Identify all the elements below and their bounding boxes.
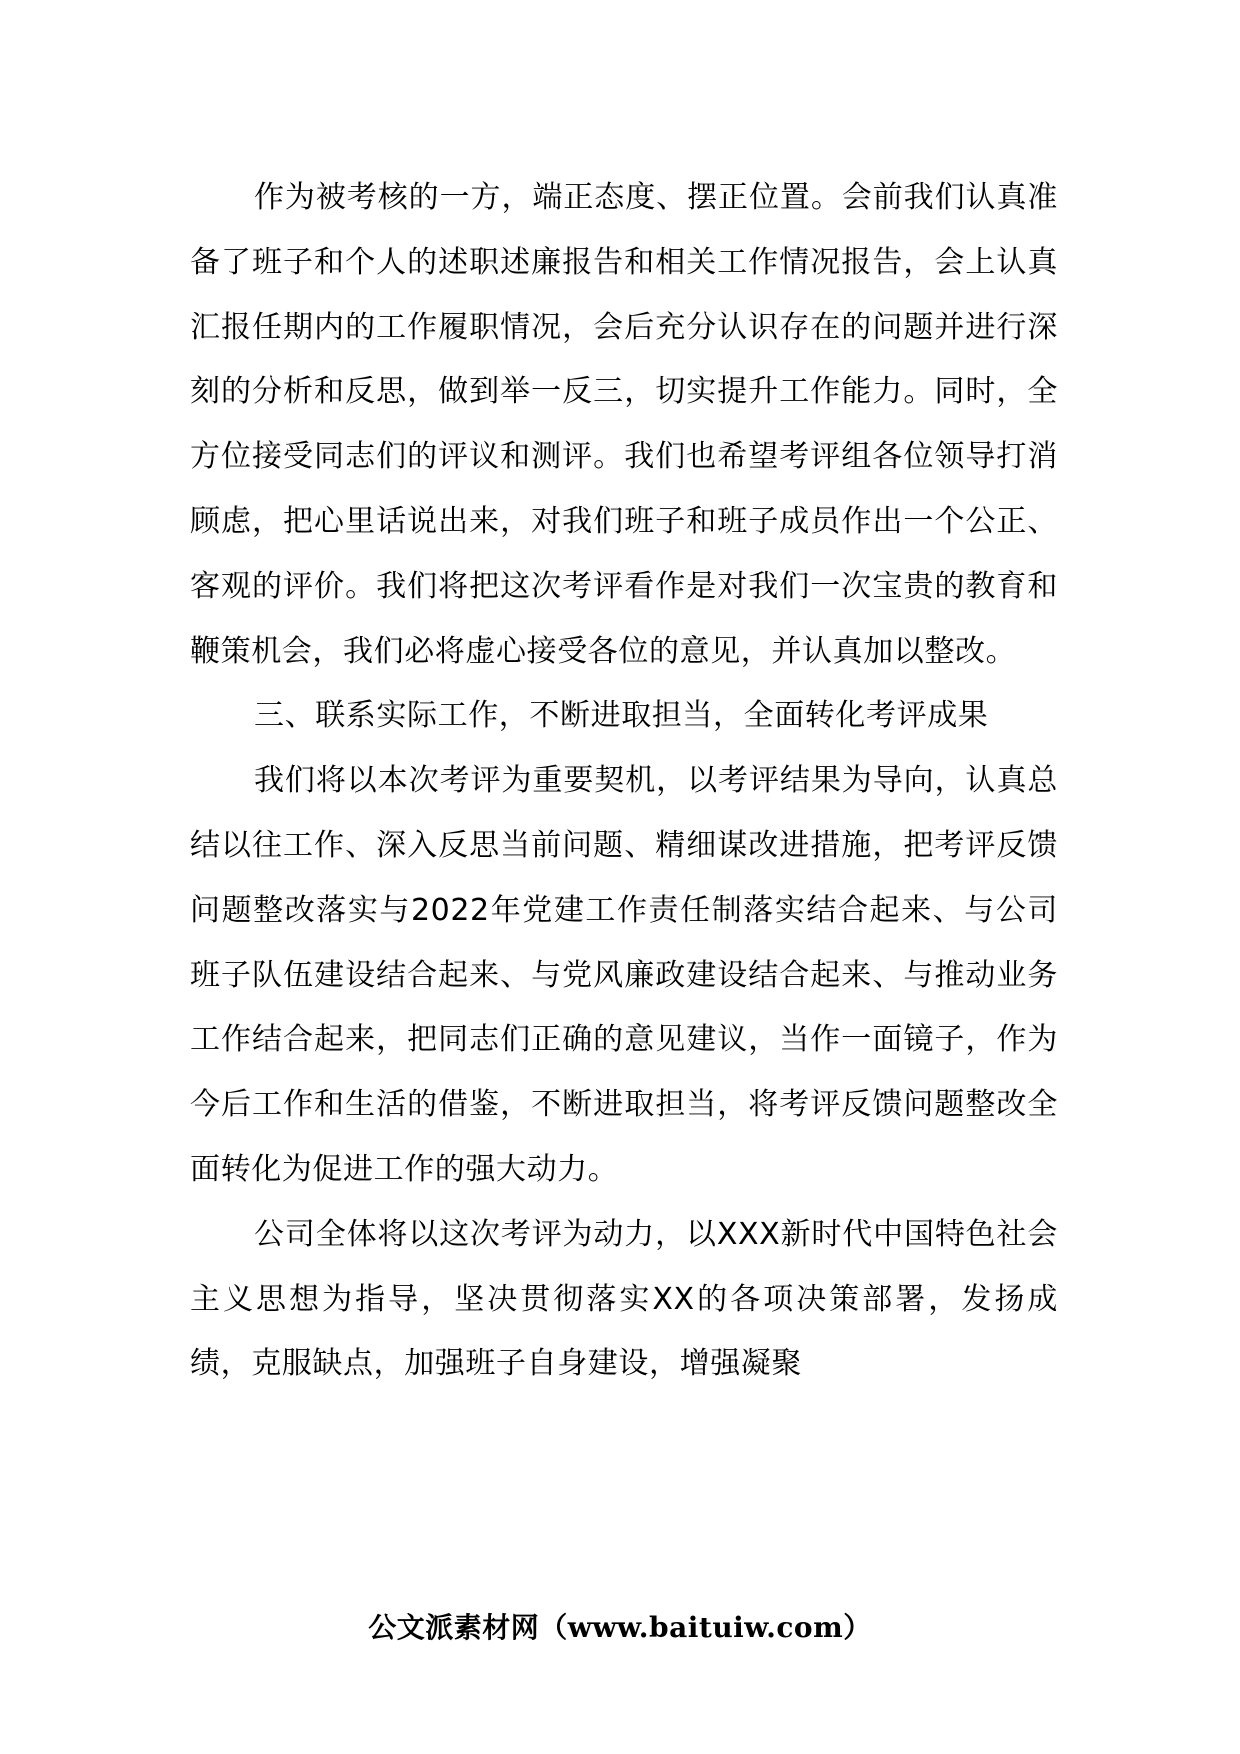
paragraph-conclusion: 公司全体将以这次考评为动力，以XXX新时代中国特色社会主义思想为指导，坚决贯彻落实XX的各项决策部署，发扬成绩，克服缺点，加强班子自身建设，增强凝聚 — [190, 1216, 1058, 1382]
paragraph-rectification: 我们将以本次考评为重要契机，以考评结果为导向，认真总结以往工作、深入反思当前问题、精细谋改进措施，把考评反馈问题整改落实与2022年党建工作责任制落实结合起来、与公司班子队伍建设结合起来、与党风廉政建设结合起来、与推动业务工作结合起来，把同志们正确的意见建议，当作一面镜子，作为今后工作和生活的借鉴，不断进取担当，将考评反馈问题整改全面转化为促进工作的强大动力。 — [190, 763, 1058, 1187]
section-heading-three: 三、联系实际工作，不断进取担当，全面转化考评成果 — [254, 698, 989, 734]
paragraph-self-assessment: 作为被考核的一方，端正态度、摆正位置。会前我们认真准备了班子和个人的述职述廉报告和相关工作情况报告，会上认真汇报任期内的工作履职情况，会后充分认识存在的问题并进行深刻的分析和反思，做到举一反三，切实提升工作能力。同时，全方位接受同志们的评议和测评。我们也希望考评组各位领导打消顾虑，把心里话说出来，对我们班子和班子成员作出一个公正、客观的评价。我们将把这次考评看作是对我们一次宝贵的教育和鞭策机会，我们必将虚心接受各位的意见，并认真加以整改。 — [190, 180, 1058, 669]
footer-watermark: 公文派素材网（www.baituiw.com） — [368, 1611, 872, 1644]
document-body — [190, 166, 1058, 1397]
